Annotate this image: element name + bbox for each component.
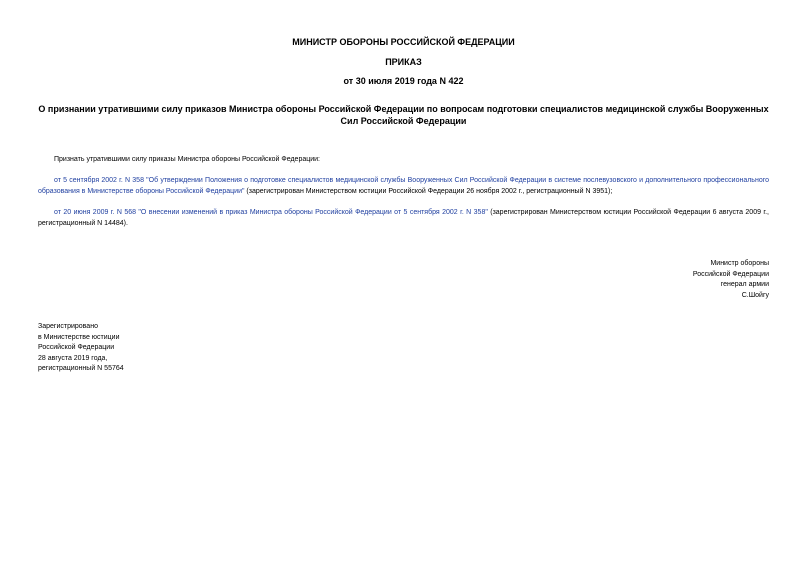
registration-block	[38, 322, 238, 375]
registration-number: регистрационный N 55764	[38, 365, 124, 372]
registration-ministry: в Министерстве юстиции	[38, 333, 120, 341]
registration-date: 28 августа 2019 года,	[38, 354, 108, 362]
registration-country: Российской Федерации	[38, 344, 115, 351]
signature-name: С.Шойгу	[741, 291, 769, 299]
signature-organization: Российской Федерации	[692, 270, 769, 278]
order-358-registration: (зарегистрирован Министерством юстиции Российской Федерации 26 ноября 2002 г., регистрационный N 3951);	[244, 187, 613, 195]
signature-position: Министр обороны	[710, 260, 769, 267]
revoked-order-item-2	[38, 208, 769, 229]
order-568-link[interactable]: от 20 июня 2009 г. N 568 "О внесении изменений в приказ Министра обороны Российской Федерации от 5 сентября 2002 г. N 358"	[54, 209, 488, 216]
signature-rank: генерал армии	[720, 281, 769, 288]
document-date-number: от 30 июля 2019 года N 422	[343, 76, 464, 86]
order-568-registration: (зарегистрирован Министерством юстиции Российской Федерации 6 августа 2009 г., регистрационный N 14484).	[38, 209, 769, 227]
document-type: ПРИКАЗ	[385, 57, 422, 67]
document-title: О признании утратившими силу приказов Министра обороны Российской Федерации по вопросам подготовки специалистов медицинской службы Вооруженных Сил Российской Федерации	[38, 104, 769, 126]
revoked-order-item-1	[38, 176, 769, 197]
registration-label: Зарегистрировано	[38, 323, 98, 330]
order-358-link[interactable]: от 5 сентября 2002 г. N 358 "Об утверждении Положения о подготовке специалистов медицинской службы Вооруженных Сил Российской Федерации в системе послевузовского и дополнительного профессионального образования в Министерстве обороны Российской Федерации"	[38, 177, 769, 195]
intro-paragraph: Признать утратившими силу приказы Министра обороны Российской Федерации:	[54, 156, 321, 163]
signature-block	[600, 259, 769, 301]
issuing-authority: МИНИСТР ОБОРОНЫ РОССИЙСКОЙ ФЕДЕРАЦИИ	[292, 37, 515, 47]
